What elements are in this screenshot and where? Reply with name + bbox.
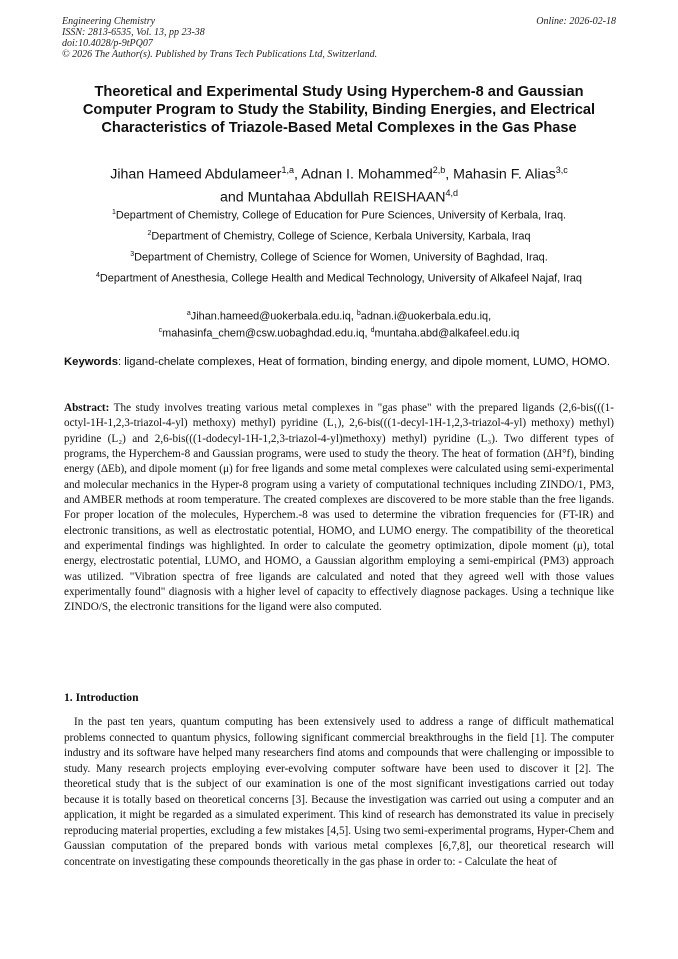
- author-list: [60, 161, 618, 207]
- author-name: Mahasin F. Alias: [453, 166, 556, 183]
- affiliation-4: [66, 268, 612, 287]
- author-name: Adnan I. Mohammed: [301, 166, 433, 183]
- affiliation-text: Department of Chemistry, College of Science, Kerbala University, Karbala, Iraq: [151, 230, 531, 243]
- affiliation-2: [60, 226, 618, 245]
- abstract: [64, 401, 614, 616]
- abstract-text: The study involves treating various metal complexes in "gas phase" with the prepared ligands (2,6-bis(((1-octyl-1H-1,2,3-triazol-4-yl) methoxy) methyl) pyridine (L₁), 2,6-bis(((1-decyl-1H-1,2,3-triazol-4-yl) methoxy) methyl) pyridine (L₂) and 2,6-bis(((1-dodecyl-1H-1,2,3-triazol-4-yl)methoxy) methyl) pyridine (L₃). Two different types of programs, the Hyperchem-8 and Gaussian programs, were used to study the theory. The heat of formation (ΔH°f), binding energy (ΔEb), and dipole moment (μ) for free ligands and some metal complexes were calculated using semi-experimental and molecular mechanics in the Hyper-8 program using a variety of computational techniques including ZINDO/1, PM3, and AMBER methods at room temperature. The created complexes are discovered to be more stable than the free ligands. For proper location of the molecules, Hyperchem.-8 was used to determine the vibration frequencies for (FT-IR) and electronic transitions, as well as electrostatic potential, HOMO, and LUMO energy. The compatibility of the theoretical and experimental findings was highlighted. In order to calculate the geometry optimization, dipole moment (μ), total energy, electrostatic potential, LUMO, and HOMO, a Gaussian algorithm employing a semi-empirical (PM3) approach was utilized. "Vibration spectra of free ligands are calculated and noted that they agreed well with those values experimentally found" diagnosis with a higher level of capacity to effectively diagnose packages. Using a technique like ZINDO/S, the electronic transitions for the ligand were also computed.: [64, 402, 614, 614]
- doi-line: doi:10.4028/p-9tPQ07: [62, 38, 153, 49]
- affiliation-text: Department of Chemistry, College of Science for Women, University of Baghdad, Iraq.: [134, 251, 548, 264]
- section-heading-introduction: 1. Introduction: [64, 691, 139, 704]
- affiliation-number: 1: [111, 209, 116, 216]
- copyright-line: © 2026 The Author(s). Published by Trans Tech Publications Ltd, Switzerland.: [62, 49, 378, 60]
- affiliation-3: [60, 247, 618, 266]
- journal-name: Engineering Chemistry: [62, 16, 156, 27]
- email-a[interactable]: Jihan.hameed@uokerbala.edu.iq: [190, 310, 351, 323]
- affiliation-text: Department of Chemistry, College of Education for Pure Sciences, University of Kerbala, Iraq.: [115, 209, 567, 222]
- author-name: and Muntahaa Abdullah REISHAAN: [219, 189, 446, 206]
- keywords-text: : ligand-chelate complexes, Heat of formation, binding energy, and dipole moment, LUMO, HOMO.: [118, 356, 611, 368]
- issn-line: ISSN: 2813-6535, Vol. 13, pp 23-38: [62, 27, 205, 38]
- author-separator: ,: [445, 166, 454, 183]
- keywords: [64, 355, 614, 369]
- affiliation-number: 4: [96, 272, 100, 279]
- affiliation-number: 2: [147, 230, 152, 237]
- keywords-label: Keywords: [64, 356, 118, 368]
- author-marker: 2,b: [432, 165, 446, 175]
- author-marker: 4,d: [445, 188, 459, 199]
- affiliation-number: 3: [130, 251, 135, 258]
- affiliation-text: Department of Anesthesia, College Health and Medical Technology, University of Alkafeel Najaf, Iraq: [99, 272, 582, 285]
- journal-header: [62, 16, 616, 60]
- author-name: Jihan Hameed Abdulameer: [110, 166, 282, 183]
- author-separator: ,: [293, 166, 302, 183]
- abstract-label: Abstract:: [64, 402, 110, 414]
- author-marker: 3,c: [555, 165, 568, 175]
- affiliation-1: [60, 205, 618, 224]
- email-list: $^a$Jihan.hameed@uokerbala.edu.iq, $^b$adnan.i@uokerbala.edu.iq, $^c$mahasinfa_chem@csw.uobaghdad.edu.iq, $^d$muntaha.abd@alkafeel.edu.iq: [158, 310, 520, 340]
- email-d[interactable]: muntaha.abd@alkafeel.edu.iq: [374, 327, 520, 340]
- paper-title: Theoretical and Experimental Study Using Hyperchem-8 and Gaussian Computer Program to Study the Stability, Binding Energies, and Electrical Characteristics of Triazole-Based Metal Complexes in the Gas Phase: [82, 84, 596, 137]
- introduction-paragraph: In the past ten years, quantum computing has been extensively used to address a range of difficult mathematical problems connected to quantum physics, following significant commercial breakthroughs in the field [1]. The computer industry and its software have helped many researchers find atoms and compounds that were challenging or impossible to study. Many research projects employing ever-evolving computer software have been used to discover it [2]. The theoretical study that is the subject of our examination is one of the most significant investigations carried out today because it is totally based on theoretical concerns [3]. Because the investigation was carried out using a computer and an application, it might be regarded as a simulated experiment. This kind of research has demonstrated its value in precisely reproducing material properties, excluding a few mistakes [4,5]. Using two semi-experimental programs, Hyper-Chem and Gaussian computation of the prepared bonds with various metal complexes [6,7,8], our theoretical research will concentrate on investigating these compounds theoretically in the gas phase in order to: - Calculate the heat of: [64, 716, 614, 868]
- author-marker: 1,a: [281, 165, 294, 175]
- email-b[interactable]: adnan.i@uokerbala.edu.iq: [360, 310, 489, 323]
- online-date: Online: 2026-02-18: [536, 16, 616, 27]
- email-c[interactable]: mahasinfa_chem@csw.uobaghdad.edu.iq: [162, 327, 365, 340]
